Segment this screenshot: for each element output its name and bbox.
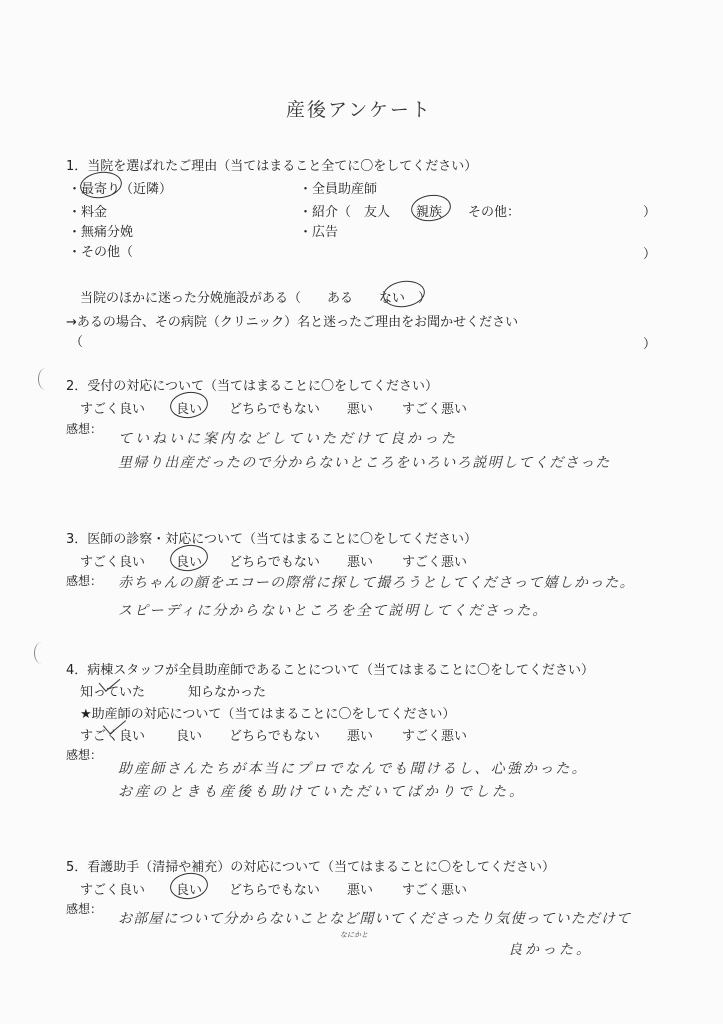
selection-circle [168, 542, 209, 573]
q3-heading: 3．医師の診察・対応について（当てはまることに〇をしてください） [66, 532, 478, 547]
q5-good[interactable]: 良い [176, 883, 203, 898]
q5-heading: 5．看護助手（清掃や補充）の対応について（当てはまることに〇をしてください） [66, 860, 556, 875]
q1-heading: 1．当院を選ばれたご理由（当てはまること全てに〇をしてください） [66, 159, 478, 174]
q1-option-referral[interactable]: ・紹介（ 友人 親族 その他： [299, 205, 521, 220]
q3-comment-line-2: スピーディに分からないところを全て説明してくださった。 [118, 603, 549, 619]
page-title: 産後アンケート [286, 99, 432, 121]
q3-comment-line-1: 赤ちゃんの顔をエコーの際常に探して撮ろうとしてくださって嬉しかった。 [118, 575, 635, 591]
q1-hesitation: 当院のほかに迷った分娩施設がある（ ある ない ） [80, 291, 432, 306]
q2-heading: 2．受付の対応について（当てはまることに〇をしてください） [66, 379, 439, 394]
q3-very-good[interactable]: すごく良い [80, 555, 146, 570]
q4-bad[interactable]: 悪い [347, 729, 374, 744]
q4-comment-line-1: 助産師さんたちが本当にプロでなんでも聞けるし、心強かった。 [118, 761, 588, 777]
q2-comment-line-2: 里帰り出産だったので分からないところをいろいろ説明してくださった [118, 455, 611, 471]
q1-option-fee[interactable]: ・料金 [68, 205, 108, 220]
q1-option-painless[interactable]: ・無痛分娩 [68, 225, 134, 240]
q5-very-bad[interactable]: すごく悪い [402, 883, 468, 898]
q4-sub-heading: ★助産師の対応について（当てはまることに〇をしてください） [80, 707, 456, 722]
q5-bad[interactable]: 悪い [347, 883, 374, 898]
q4-neutral[interactable]: どちらでもない [229, 729, 320, 744]
q1-paren-close: ） [643, 337, 657, 352]
q1-followup: →あるの場合、その病院（クリニック）名と迷ったご理由をお聞かせください [66, 315, 519, 330]
q4-heading: 4．病棟スタッフが全員助産師であることについて（当てはまることに〇をしてください） [66, 663, 595, 678]
selection-circle [168, 389, 209, 420]
q1-option-midwives[interactable]: ・全員助産師 [299, 182, 378, 197]
q4-comment-line-2: お産のときも産後も助けていただいてばかりでした。 [118, 784, 526, 800]
q3-very-bad[interactable]: すごく悪い [402, 555, 468, 570]
q1-other-close: ） [643, 247, 657, 262]
q1-option-other[interactable]: ・その他（ [68, 245, 134, 260]
q4-did-not-know[interactable]: 知らなかった [188, 685, 267, 700]
q4-good[interactable]: 良い [176, 729, 203, 744]
selection-circle [168, 870, 209, 901]
q3-neutral[interactable]: どちらでもない [229, 555, 320, 570]
q3-bad[interactable]: 悪い [347, 555, 374, 570]
punch-hole-mark [38, 368, 53, 390]
q2-neutral[interactable]: どちらでもない [229, 402, 320, 417]
q5-very-good[interactable]: すごく良い [80, 883, 146, 898]
q5-comment-insert: なにかと [340, 931, 368, 939]
q4-knew[interactable]: 知っていた [80, 685, 146, 700]
q3-impression-label: 感想： [66, 574, 103, 588]
q1-paren-open: （ [70, 335, 84, 350]
q5-comment-line-1: お部屋について分からないことなど聞いてくださったり気使っていただけて [118, 911, 632, 927]
q2-good[interactable]: 良い [176, 402, 203, 417]
q4-impression-label: 感想： [66, 748, 103, 762]
q2-bad[interactable]: 悪い [347, 402, 374, 417]
q1-option-nearest[interactable]: ・最寄り（近隣） [68, 182, 173, 197]
q2-comment-line-1: ていねいに案内などしていただけて良かった [118, 431, 458, 447]
q2-very-good[interactable]: すごく良い [80, 402, 146, 417]
q2-very-bad[interactable]: すごく悪い [402, 402, 468, 417]
q4-very-bad[interactable]: すごく悪い [402, 729, 468, 744]
q5-impression-label: 感想： [66, 902, 103, 916]
q2-impression-label: 感想： [66, 422, 103, 436]
q1-option-ad[interactable]: ・広告 [299, 225, 339, 240]
q4-very-good[interactable]: すごく良い [80, 729, 146, 744]
q1-referral-close: ） [643, 205, 657, 220]
q3-good[interactable]: 良い [176, 555, 203, 570]
q5-neutral[interactable]: どちらでもない [229, 883, 320, 898]
q5-comment-line-2: 良かった。 [508, 942, 593, 958]
punch-hole-mark [34, 642, 49, 664]
